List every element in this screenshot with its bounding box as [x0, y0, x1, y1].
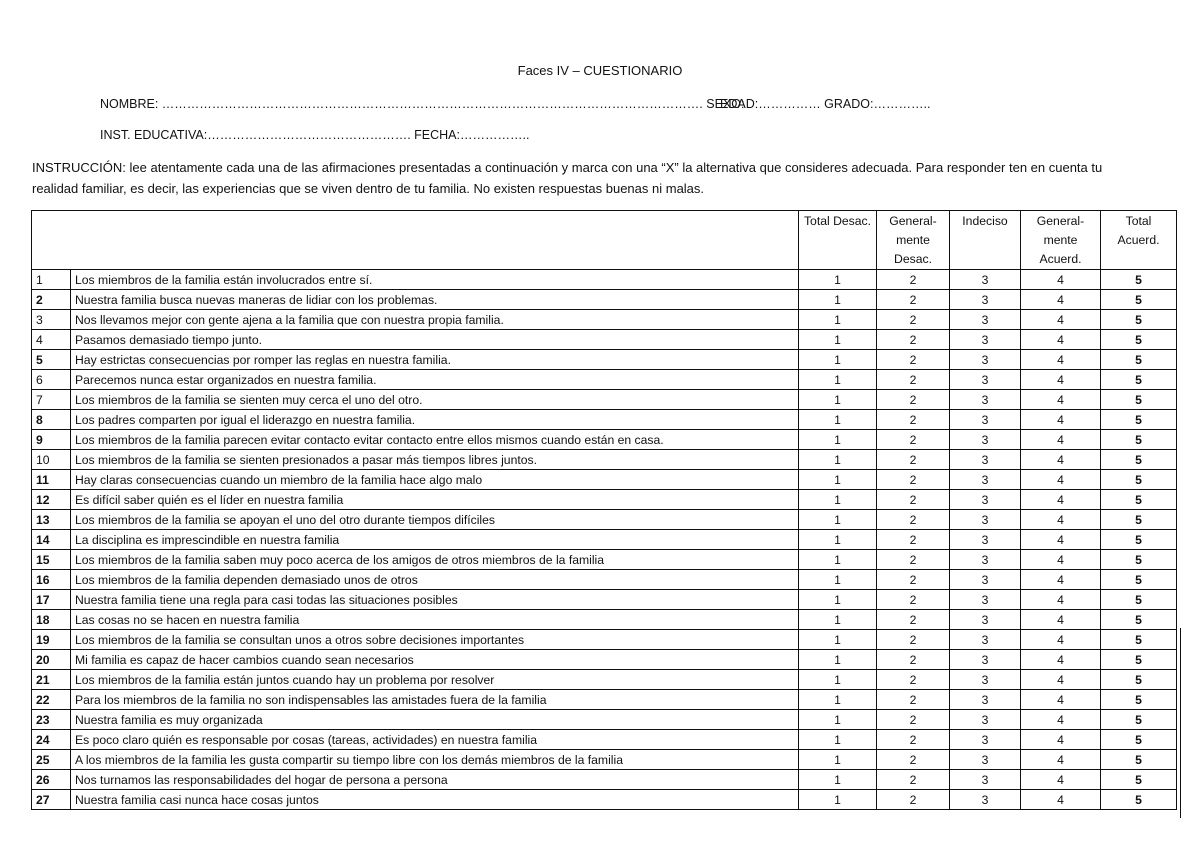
item-number: 16 — [32, 570, 71, 590]
response-option-4[interactable]: 4 — [1021, 330, 1101, 350]
edad-grado-field[interactable]: EDAD:…………… GRADO:………….. — [720, 97, 931, 111]
response-option-2[interactable]: 2 — [877, 630, 950, 650]
item-number: 8 — [32, 410, 71, 430]
item-number: 19 — [32, 630, 71, 650]
item-statement: Los miembros de la familia se consultan unos a otros sobre decisiones importantes — [71, 630, 799, 650]
table-row — [32, 370, 1177, 390]
response-option-3[interactable]: 3 — [950, 330, 1021, 350]
response-option-3[interactable]: 3 — [950, 650, 1021, 670]
response-option-3[interactable]: 3 — [950, 490, 1021, 510]
response-option-4[interactable]: 4 — [1021, 550, 1101, 570]
response-option-2[interactable]: 2 — [877, 310, 950, 330]
response-option-5[interactable]: 5 — [1101, 410, 1177, 430]
table-row — [32, 630, 1177, 650]
response-option-4[interactable]: 4 — [1021, 310, 1101, 330]
response-option-4[interactable]: 4 — [1021, 430, 1101, 450]
table-row — [32, 390, 1177, 410]
response-option-2[interactable]: 2 — [877, 530, 950, 550]
response-option-3[interactable]: 3 — [950, 590, 1021, 610]
table-row — [32, 770, 1177, 790]
response-option-3[interactable]: 3 — [950, 550, 1021, 570]
response-option-4[interactable]: 4 — [1021, 470, 1101, 490]
response-option-4[interactable]: 4 — [1021, 570, 1101, 590]
response-option-1[interactable]: 1 — [799, 370, 877, 390]
response-option-2[interactable]: 2 — [877, 490, 950, 510]
header-blank-cell — [32, 211, 799, 270]
response-option-1[interactable]: 1 — [799, 390, 877, 410]
response-option-4[interactable]: 4 — [1021, 770, 1101, 790]
response-option-2[interactable]: 2 — [877, 470, 950, 490]
response-option-1[interactable]: 1 — [799, 530, 877, 550]
item-number: 14 — [32, 530, 71, 550]
response-option-5[interactable]: 5 — [1101, 590, 1177, 610]
item-statement: Los miembros de la familia se apoyan el uno del otro durante tiempos difíciles — [71, 510, 799, 530]
response-option-1[interactable]: 1 — [799, 470, 877, 490]
table-row — [32, 490, 1177, 510]
response-option-5[interactable]: 5 — [1101, 790, 1177, 810]
document-title: Faces IV – CUESTIONARIO — [517, 63, 683, 78]
table-row — [32, 290, 1177, 310]
response-option-3[interactable]: 3 — [950, 610, 1021, 630]
item-statement: Los miembros de la familia saben muy poco acerca de los amigos de otros miembros de la familia — [71, 550, 799, 570]
table-row — [32, 670, 1177, 690]
response-option-4[interactable]: 4 — [1021, 730, 1101, 750]
response-option-3[interactable]: 3 — [950, 570, 1021, 590]
response-option-1[interactable]: 1 — [799, 790, 877, 810]
response-option-2[interactable]: 2 — [877, 290, 950, 310]
table-row — [32, 790, 1177, 810]
item-number: 15 — [32, 550, 71, 570]
response-option-2[interactable]: 2 — [877, 710, 950, 730]
response-option-1[interactable]: 1 — [799, 770, 877, 790]
item-statement: Pasamos demasiado tiempo junto. — [71, 330, 799, 350]
header-generalmente-acuerd: General-mente Acuerd. — [1021, 211, 1101, 270]
item-number: 1 — [32, 270, 71, 290]
item-number: 18 — [32, 610, 71, 630]
response-option-3[interactable]: 3 — [950, 730, 1021, 750]
item-statement: Nuestra familia casi nunca hace cosas juntos — [71, 790, 799, 810]
response-option-3[interactable]: 3 — [950, 770, 1021, 790]
response-option-5[interactable]: 5 — [1101, 670, 1177, 690]
item-statement: Nuestra familia es muy organizada — [71, 710, 799, 730]
response-option-4[interactable]: 4 — [1021, 290, 1101, 310]
response-option-5[interactable]: 5 — [1101, 290, 1177, 310]
item-statement: Mi familia es capaz de hacer cambios cuando sean necesarios — [71, 650, 799, 670]
page-edge-column — [1180, 628, 1200, 818]
response-option-5[interactable]: 5 — [1101, 770, 1177, 790]
item-statement: Los miembros de la familia están involucrados entre sí. — [71, 270, 799, 290]
item-number: 22 — [32, 690, 71, 710]
response-option-2[interactable]: 2 — [877, 650, 950, 670]
response-option-4[interactable]: 4 — [1021, 350, 1101, 370]
response-option-4[interactable]: 4 — [1021, 610, 1101, 630]
table-row — [32, 710, 1177, 730]
response-option-1[interactable]: 1 — [799, 610, 877, 630]
item-statement: Nos llevamos mejor con gente ajena a la familia que con nuestra propia familia. — [71, 310, 799, 330]
response-option-2[interactable]: 2 — [877, 410, 950, 430]
response-option-1[interactable]: 1 — [799, 310, 877, 330]
item-number: 25 — [32, 750, 71, 770]
response-option-3[interactable]: 3 — [950, 430, 1021, 450]
item-number: 4 — [32, 330, 71, 350]
item-number: 11 — [32, 470, 71, 490]
table-row — [32, 570, 1177, 590]
response-option-4[interactable]: 4 — [1021, 270, 1101, 290]
table-row — [32, 510, 1177, 530]
item-statement: Para los miembros de la familia no son indispensables las amistades fuera de la familia — [71, 690, 799, 710]
item-statement: Los miembros de la familia están juntos cuando hay un problema por resolver — [71, 670, 799, 690]
item-number: 24 — [32, 730, 71, 750]
response-option-5[interactable]: 5 — [1101, 330, 1177, 350]
header-indeciso: Indeciso — [950, 211, 1021, 270]
response-option-3[interactable]: 3 — [950, 310, 1021, 330]
response-option-3[interactable]: 3 — [950, 790, 1021, 810]
response-option-2[interactable]: 2 — [877, 270, 950, 290]
response-option-4[interactable]: 4 — [1021, 630, 1101, 650]
nombre-sexo-field[interactable]: NOMBRE: …………………………………………………………………………………………………………………. SEXO: — [100, 97, 745, 111]
response-option-3[interactable]: 3 — [950, 290, 1021, 310]
table-row — [32, 450, 1177, 470]
response-option-5[interactable]: 5 — [1101, 750, 1177, 770]
table-row — [32, 550, 1177, 570]
response-option-1[interactable]: 1 — [799, 690, 877, 710]
response-option-5[interactable]: 5 — [1101, 270, 1177, 290]
item-statement: Las cosas no se hacen en nuestra familia — [71, 610, 799, 630]
response-option-2[interactable]: 2 — [877, 390, 950, 410]
response-option-1[interactable]: 1 — [799, 490, 877, 510]
table-row — [32, 750, 1177, 770]
response-option-2[interactable]: 2 — [877, 330, 950, 350]
response-option-4[interactable]: 4 — [1021, 670, 1101, 690]
response-option-4[interactable]: 4 — [1021, 450, 1101, 470]
item-statement: Los miembros de la familia se sienten presionados a pasar más tiempos libres juntos. — [71, 450, 799, 470]
response-option-1[interactable]: 1 — [799, 290, 877, 310]
table-row — [32, 690, 1177, 710]
response-option-2[interactable]: 2 — [877, 450, 950, 470]
response-option-5[interactable]: 5 — [1101, 510, 1177, 530]
response-option-1[interactable]: 1 — [799, 730, 877, 750]
response-option-3[interactable]: 3 — [950, 410, 1021, 430]
item-number: 27 — [32, 790, 71, 810]
response-option-5[interactable]: 5 — [1101, 710, 1177, 730]
item-number: 26 — [32, 770, 71, 790]
item-statement: Hay claras consecuencias cuando un miembro de la familia hace algo malo — [71, 470, 799, 490]
item-number: 17 — [32, 590, 71, 610]
response-option-2[interactable]: 2 — [877, 570, 950, 590]
response-option-5[interactable]: 5 — [1101, 490, 1177, 510]
questionnaire-table — [31, 210, 1177, 810]
item-number: 3 — [32, 310, 71, 330]
item-number: 12 — [32, 490, 71, 510]
response-option-1[interactable]: 1 — [799, 650, 877, 670]
header-generalmente-desac: General-mente Desac. — [877, 211, 950, 270]
response-option-2[interactable]: 2 — [877, 610, 950, 630]
response-option-1[interactable]: 1 — [799, 710, 877, 730]
response-option-5[interactable]: 5 — [1101, 450, 1177, 470]
response-option-5[interactable]: 5 — [1101, 530, 1177, 550]
response-option-3[interactable]: 3 — [950, 470, 1021, 490]
response-option-4[interactable]: 4 — [1021, 370, 1101, 390]
item-statement: Es difícil saber quién es el líder en nuestra familia — [71, 490, 799, 510]
response-option-2[interactable]: 2 — [877, 590, 950, 610]
response-option-3[interactable]: 3 — [950, 690, 1021, 710]
item-number: 5 — [32, 350, 71, 370]
table-row — [32, 430, 1177, 450]
item-statement: A los miembros de la familia les gusta compartir su tiempo libre con los demás miembros de la familia — [71, 750, 799, 770]
response-option-2[interactable]: 2 — [877, 510, 950, 530]
item-number: 20 — [32, 650, 71, 670]
header-row — [32, 211, 1177, 270]
response-option-1[interactable]: 1 — [799, 590, 877, 610]
item-statement: Nuestra familia tiene una regla para casi todas las situaciones posibles — [71, 590, 799, 610]
response-option-2[interactable]: 2 — [877, 750, 950, 770]
response-option-3[interactable]: 3 — [950, 630, 1021, 650]
response-option-4[interactable]: 4 — [1021, 410, 1101, 430]
table-row — [32, 270, 1177, 290]
response-option-1[interactable]: 1 — [799, 510, 877, 530]
response-option-3[interactable]: 3 — [950, 530, 1021, 550]
item-number: 10 — [32, 450, 71, 470]
response-option-2[interactable]: 2 — [877, 670, 950, 690]
response-option-2[interactable]: 2 — [877, 430, 950, 450]
item-number: 13 — [32, 510, 71, 530]
response-option-5[interactable]: 5 — [1101, 470, 1177, 490]
table-row — [32, 410, 1177, 430]
response-option-4[interactable]: 4 — [1021, 690, 1101, 710]
item-statement: Los miembros de la familia parecen evitar contacto evitar contacto entre ellos mismos cuando están en casa. — [71, 430, 799, 450]
response-option-3[interactable]: 3 — [950, 370, 1021, 390]
item-statement: Parecemos nunca estar organizados en nuestra familia. — [71, 370, 799, 390]
response-option-1[interactable]: 1 — [799, 570, 877, 590]
response-option-4[interactable]: 4 — [1021, 590, 1101, 610]
response-option-5[interactable]: 5 — [1101, 350, 1177, 370]
response-option-3[interactable]: 3 — [950, 670, 1021, 690]
response-option-5[interactable]: 5 — [1101, 610, 1177, 630]
response-option-1[interactable]: 1 — [799, 410, 877, 430]
item-number: 9 — [32, 430, 71, 450]
response-option-5[interactable]: 5 — [1101, 430, 1177, 450]
response-option-1[interactable]: 1 — [799, 670, 877, 690]
table-row — [32, 530, 1177, 550]
response-option-3[interactable]: 3 — [950, 710, 1021, 730]
item-statement: La disciplina es imprescindible en nuestra familia — [71, 530, 799, 550]
response-option-3[interactable]: 3 — [950, 270, 1021, 290]
response-option-3[interactable]: 3 — [950, 390, 1021, 410]
instruction-text: INSTRUCCIÓN: lee atentamente cada una de las afirmaciones presentadas a continuación y marca con una “X” la alternativa que consideres adecuada. Para responder ten en cuenta tu realidad familiar, es decir, las experiencias que se viven dentro de tu familia. No existen respuestas buenas ni malas. — [32, 160, 1103, 196]
response-option-2[interactable]: 2 — [877, 370, 950, 390]
item-statement: Los padres comparten por igual el liderazgo en nuestra familia. — [71, 410, 799, 430]
response-option-5[interactable]: 5 — [1101, 370, 1177, 390]
response-option-1[interactable]: 1 — [799, 270, 877, 290]
response-option-5[interactable]: 5 — [1101, 390, 1177, 410]
response-option-3[interactable]: 3 — [950, 350, 1021, 370]
response-option-5[interactable]: 5 — [1101, 570, 1177, 590]
response-option-5[interactable]: 5 — [1101, 630, 1177, 650]
response-option-2[interactable]: 2 — [877, 350, 950, 370]
item-number: 2 — [32, 290, 71, 310]
response-option-4[interactable]: 4 — [1021, 710, 1101, 730]
response-option-4[interactable]: 4 — [1021, 790, 1101, 810]
response-option-1[interactable]: 1 — [799, 550, 877, 570]
table-row — [32, 730, 1177, 750]
response-option-4[interactable]: 4 — [1021, 490, 1101, 510]
table-row — [32, 590, 1177, 610]
response-option-1[interactable]: 1 — [799, 630, 877, 650]
response-option-5[interactable]: 5 — [1101, 310, 1177, 330]
response-option-1[interactable]: 1 — [799, 330, 877, 350]
response-option-1[interactable]: 1 — [799, 430, 877, 450]
response-option-4[interactable]: 4 — [1021, 390, 1101, 410]
response-option-2[interactable]: 2 — [877, 690, 950, 710]
response-option-5[interactable]: 5 — [1101, 550, 1177, 570]
response-option-1[interactable]: 1 — [799, 750, 877, 770]
table-row — [32, 310, 1177, 330]
table-row — [32, 650, 1177, 670]
response-option-1[interactable]: 1 — [799, 450, 877, 470]
response-option-3[interactable]: 3 — [950, 750, 1021, 770]
table-row — [32, 330, 1177, 350]
response-option-2[interactable]: 2 — [877, 770, 950, 790]
response-option-1[interactable]: 1 — [799, 350, 877, 370]
response-option-3[interactable]: 3 — [950, 510, 1021, 530]
item-number: 23 — [32, 710, 71, 730]
response-option-4[interactable]: 4 — [1021, 650, 1101, 670]
response-option-5[interactable]: 5 — [1101, 650, 1177, 670]
item-statement: Los miembros de la familia dependen demasiado unos de otros — [71, 570, 799, 590]
item-statement: Hay estrictas consecuencias por romper las reglas en nuestra familia. — [71, 350, 799, 370]
item-statement: Nuestra familia busca nuevas maneras de lidiar con los problemas. — [71, 290, 799, 310]
response-option-4[interactable]: 4 — [1021, 510, 1101, 530]
table-row — [32, 470, 1177, 490]
response-option-5[interactable]: 5 — [1101, 690, 1177, 710]
table-row — [32, 610, 1177, 630]
response-option-5[interactable]: 5 — [1101, 730, 1177, 750]
item-statement: Los miembros de la familia se sienten muy cerca el uno del otro. — [71, 390, 799, 410]
response-option-3[interactable]: 3 — [950, 450, 1021, 470]
header-total-desac: Total Desac. — [799, 211, 877, 270]
response-option-2[interactable]: 2 — [877, 790, 950, 810]
response-option-4[interactable]: 4 — [1021, 530, 1101, 550]
table-row — [32, 350, 1177, 370]
response-option-2[interactable]: 2 — [877, 730, 950, 750]
response-option-4[interactable]: 4 — [1021, 750, 1101, 770]
item-statement: Nos turnamos las responsabilidades del hogar de persona a persona — [71, 770, 799, 790]
item-statement: Es poco claro quién es responsable por cosas (tareas, actividades) en nuestra familia — [71, 730, 799, 750]
item-number: 7 — [32, 390, 71, 410]
response-option-2[interactable]: 2 — [877, 550, 950, 570]
header-total-acuerd: Total Acuerd. — [1101, 211, 1177, 270]
item-number: 6 — [32, 370, 71, 390]
institucion-fecha-field[interactable]: INST. EDUCATIVA:…………………………………………. FECHA:…………….. — [100, 128, 530, 142]
item-number: 21 — [32, 670, 71, 690]
